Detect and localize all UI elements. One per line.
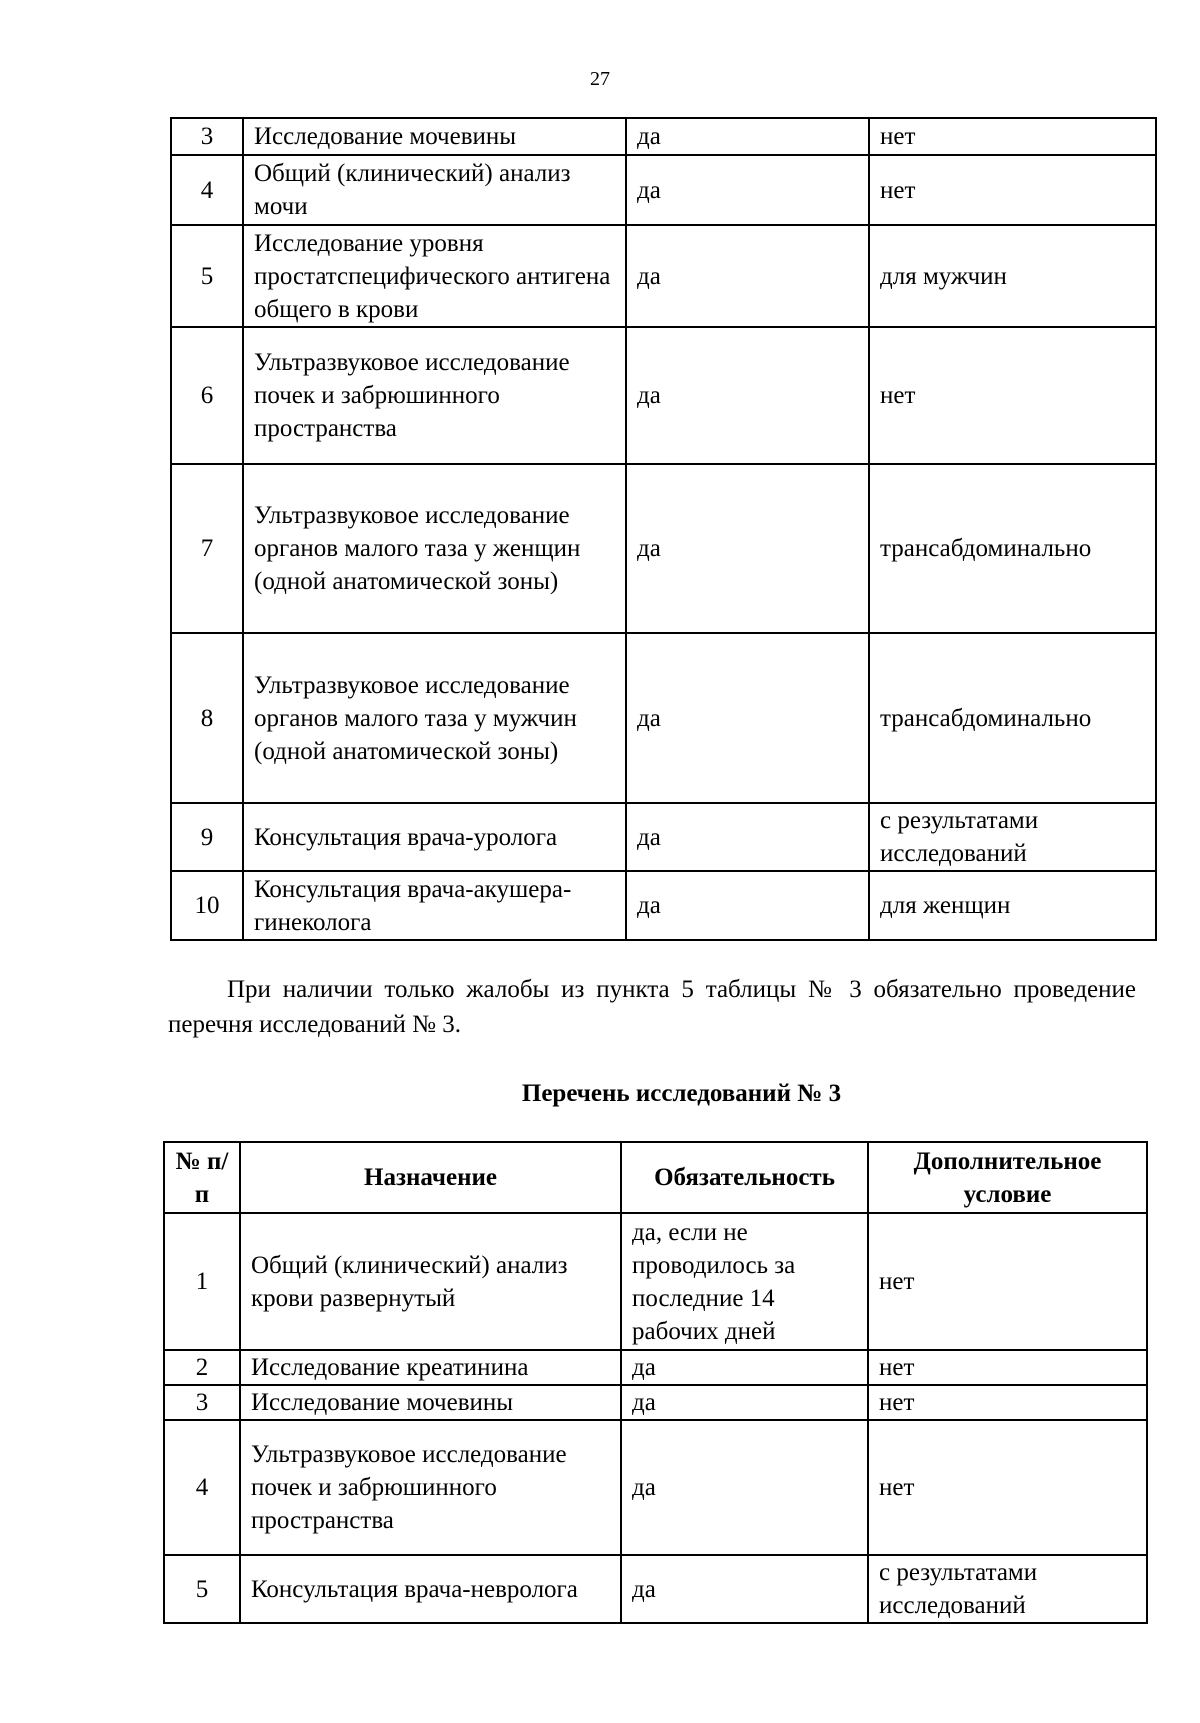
table-row [171,871,1156,940]
table-row [171,225,1156,327]
row-mandatory: да [621,1420,868,1555]
row-condition: с результатами исследований [869,803,1156,871]
row-condition: нет [868,1420,1147,1555]
row-number: 3 [171,118,243,155]
row-condition: нет [868,1385,1147,1420]
row-mandatory: да [626,327,869,464]
table-row [164,1385,1147,1420]
row-number: 5 [164,1555,240,1623]
row-name: Ультразвуковое исследование органов малого таза у мужчин (одной анатомической зоны) [243,633,626,803]
row-mandatory: да [626,118,869,155]
row-condition: нет [868,1350,1147,1385]
row-name: Исследование мочевины [243,118,626,155]
row-name: Ультразвуковое исследование почек и забрюшинного пространства [240,1420,621,1555]
row-name: Общий (клинический) анализ мочи [243,155,626,225]
header-mandatory: Обязательность [621,1142,868,1213]
row-name: Ультразвуковое исследование почек и забрюшинного пространства [243,327,626,464]
row-number: 4 [171,155,243,225]
row-mandatory: да [626,871,869,940]
row-condition: нет [869,155,1156,225]
table-row [164,1350,1147,1385]
row-condition: для женщин [869,871,1156,940]
header-name: Назначение [240,1142,621,1213]
table-row [171,327,1156,464]
table-row [164,1555,1147,1623]
row-name: Исследование мочевины [240,1385,621,1420]
row-name: Консультация врача-акушера-гинеколога [243,871,626,940]
row-mandatory: да [626,803,869,871]
row-number: 4 [164,1420,240,1555]
row-name: Консультация врача-невролога [240,1555,621,1623]
row-name: Исследование уровня простатспецифического антигена общего в крови [243,225,626,327]
row-mandatory: да [626,155,869,225]
row-mandatory: да [626,225,869,327]
row-number: 8 [171,633,243,803]
row-condition: нет [869,118,1156,155]
row-name: Консультация врача-уролога [243,803,626,871]
row-number: 3 [164,1385,240,1420]
row-name: Исследование креатинина [240,1350,621,1385]
row-number: 10 [171,871,243,940]
row-mandatory: да [621,1555,868,1623]
table-row [171,155,1156,225]
row-condition: нет [869,327,1156,464]
header-num: № п/п [164,1142,240,1213]
row-condition: нет [868,1213,1147,1350]
examinations-table-continued [170,117,1157,941]
row-number: 1 [164,1213,240,1350]
page-number: 27 [590,68,610,90]
table-row [171,118,1156,155]
table-row [164,1420,1147,1555]
row-condition: с результатами исследований [868,1555,1147,1623]
table-header-row [164,1142,1147,1213]
row-condition: трансабдоминально [869,633,1156,803]
row-name: Ультразвуковое исследование органов малого таза у женщин (одной анатомической зоны) [243,464,626,633]
row-number: 7 [171,464,243,633]
row-condition: трансабдоминально [869,464,1156,633]
note-paragraph: При наличии только жалобы из пункта 5 таблицы № 3 обязательно проведение перечня исследований № 3. [168,976,1136,1038]
row-name: Общий (клинический) анализ крови развернутый [240,1213,621,1350]
row-mandatory: да [621,1350,868,1385]
row-number: 9 [171,803,243,871]
row-condition: для мужчин [869,225,1156,327]
table-row [171,464,1156,633]
row-mandatory: да [621,1385,868,1420]
table-row [171,803,1156,871]
list-title: Перечень исследований № 3 [521,1080,842,1107]
row-number: 2 [164,1350,240,1385]
row-number: 6 [171,327,243,464]
row-mandatory: да [626,464,869,633]
row-mandatory: да [626,633,869,803]
row-mandatory: да, если не проводилось за последние 14 рабочих дней [621,1213,868,1350]
table-row [171,633,1156,803]
examinations-list-3-table [163,1141,1148,1624]
row-number: 5 [171,225,243,327]
header-condition: Дополнительное условие [868,1142,1147,1213]
table-row [164,1213,1147,1350]
